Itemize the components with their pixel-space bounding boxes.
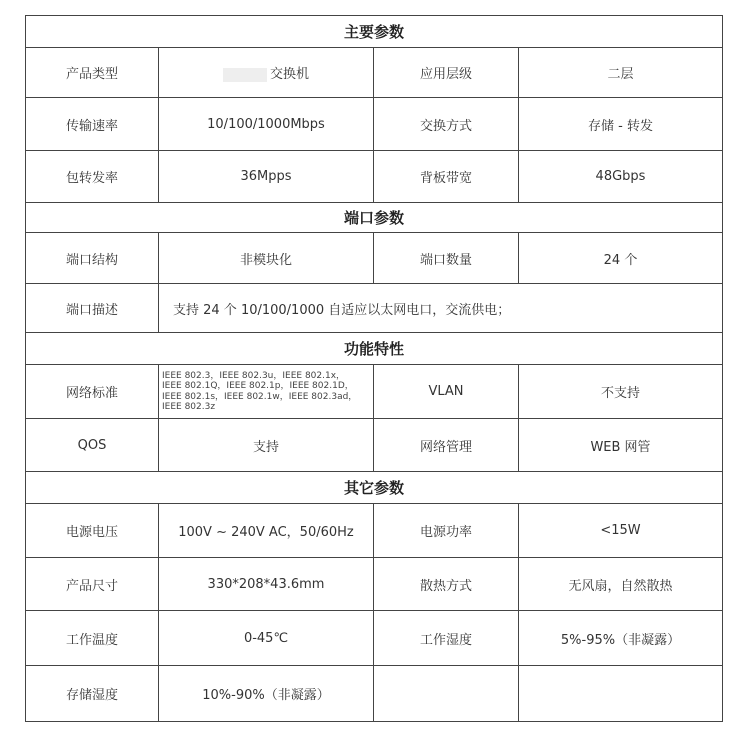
row-value: 不支持 — [519, 365, 723, 419]
standard-line: IEEE 802.3z — [162, 402, 216, 412]
table-row — [26, 365, 723, 419]
row-value: 支持 24 个 10/100/1000 自适应以太网电口，交流供电； — [159, 284, 723, 333]
row-label: 工作湿度 — [374, 611, 519, 666]
row-value-empty — [519, 666, 723, 722]
row-value: 无风扇，自然散热 — [519, 558, 723, 611]
row-label: 电源功率 — [374, 504, 519, 558]
row-label: VLAN — [374, 365, 519, 419]
row-value: 24 个 — [519, 233, 723, 284]
row-label: 包转发率 — [26, 151, 159, 203]
standard-line: IEEE 802.3，IEEE 802.3u，IEEE 802.1x， — [162, 370, 346, 381]
row-label: 网络管理 — [374, 419, 519, 472]
network-standard-list — [159, 365, 374, 419]
table-row — [26, 233, 723, 284]
row-value-text: 交换机 — [269, 67, 309, 82]
row-value: 存储 - 转发 — [519, 98, 723, 151]
row-label: 端口结构 — [26, 233, 159, 284]
section-row-features — [26, 333, 723, 365]
row-value: <15W — [519, 504, 723, 558]
row-label: 散热方式 — [374, 558, 519, 611]
row-value: 48Gbps — [519, 151, 723, 203]
section-title-features: 功能特性 — [26, 333, 723, 365]
section-row-other — [26, 472, 723, 504]
table-row — [26, 419, 723, 472]
row-value: 二层 — [519, 48, 723, 98]
section-row-main — [26, 16, 723, 48]
row-value: 10%-90%（非凝露） — [159, 666, 374, 722]
section-title-other: 其它参数 — [26, 472, 723, 504]
standard-line: IEEE 802.1s，IEEE 802.1w，IEEE 802.3ad， — [162, 391, 358, 402]
row-label: 背板带宽 — [374, 151, 519, 203]
row-label: 电源电压 — [26, 504, 159, 558]
row-value: 0-45℃ — [159, 611, 374, 666]
row-label: 交换方式 — [374, 98, 519, 151]
row-value: 330*208*43.6mm — [159, 558, 374, 611]
row-value: 非模块化 — [159, 233, 374, 284]
table-row — [26, 558, 723, 611]
row-label: 工作温度 — [26, 611, 159, 666]
row-value: 10/100/1000Mbps — [159, 98, 374, 151]
row-label: 存储湿度 — [26, 666, 159, 722]
table-row — [26, 666, 723, 722]
row-value: 支持 — [159, 419, 374, 472]
row-label: 应用层级 — [374, 48, 519, 98]
row-label-empty — [374, 666, 519, 722]
spec-sheet — [25, 15, 722, 722]
table-row — [26, 48, 723, 98]
spec-table — [25, 15, 723, 722]
row-value: 100V ~ 240V AC，50/60Hz — [159, 504, 374, 558]
section-title-port: 端口参数 — [26, 203, 723, 233]
row-label: 网络标准 — [26, 365, 159, 419]
row-label: QOS — [26, 419, 159, 472]
section-row-port — [26, 203, 723, 233]
row-value: 5%-95%（非凝露） — [519, 611, 723, 666]
row-label: 传输速率 — [26, 98, 159, 151]
row-label: 产品类型 — [26, 48, 159, 98]
row-value — [159, 48, 374, 98]
table-row — [26, 284, 723, 333]
row-label: 端口数量 — [374, 233, 519, 284]
row-label: 产品尺寸 — [26, 558, 159, 611]
table-row — [26, 98, 723, 151]
redacted-text — [223, 68, 267, 82]
row-label: 端口描述 — [26, 284, 159, 333]
row-value: 36Mpps — [159, 151, 374, 203]
section-title-main: 主要参数 — [26, 16, 723, 48]
row-value: WEB 网管 — [519, 419, 723, 472]
standard-line: IEEE 802.1Q，IEEE 802.1p，IEEE 802.1D， — [162, 381, 354, 391]
table-row — [26, 151, 723, 203]
table-row — [26, 611, 723, 666]
table-row — [26, 504, 723, 558]
